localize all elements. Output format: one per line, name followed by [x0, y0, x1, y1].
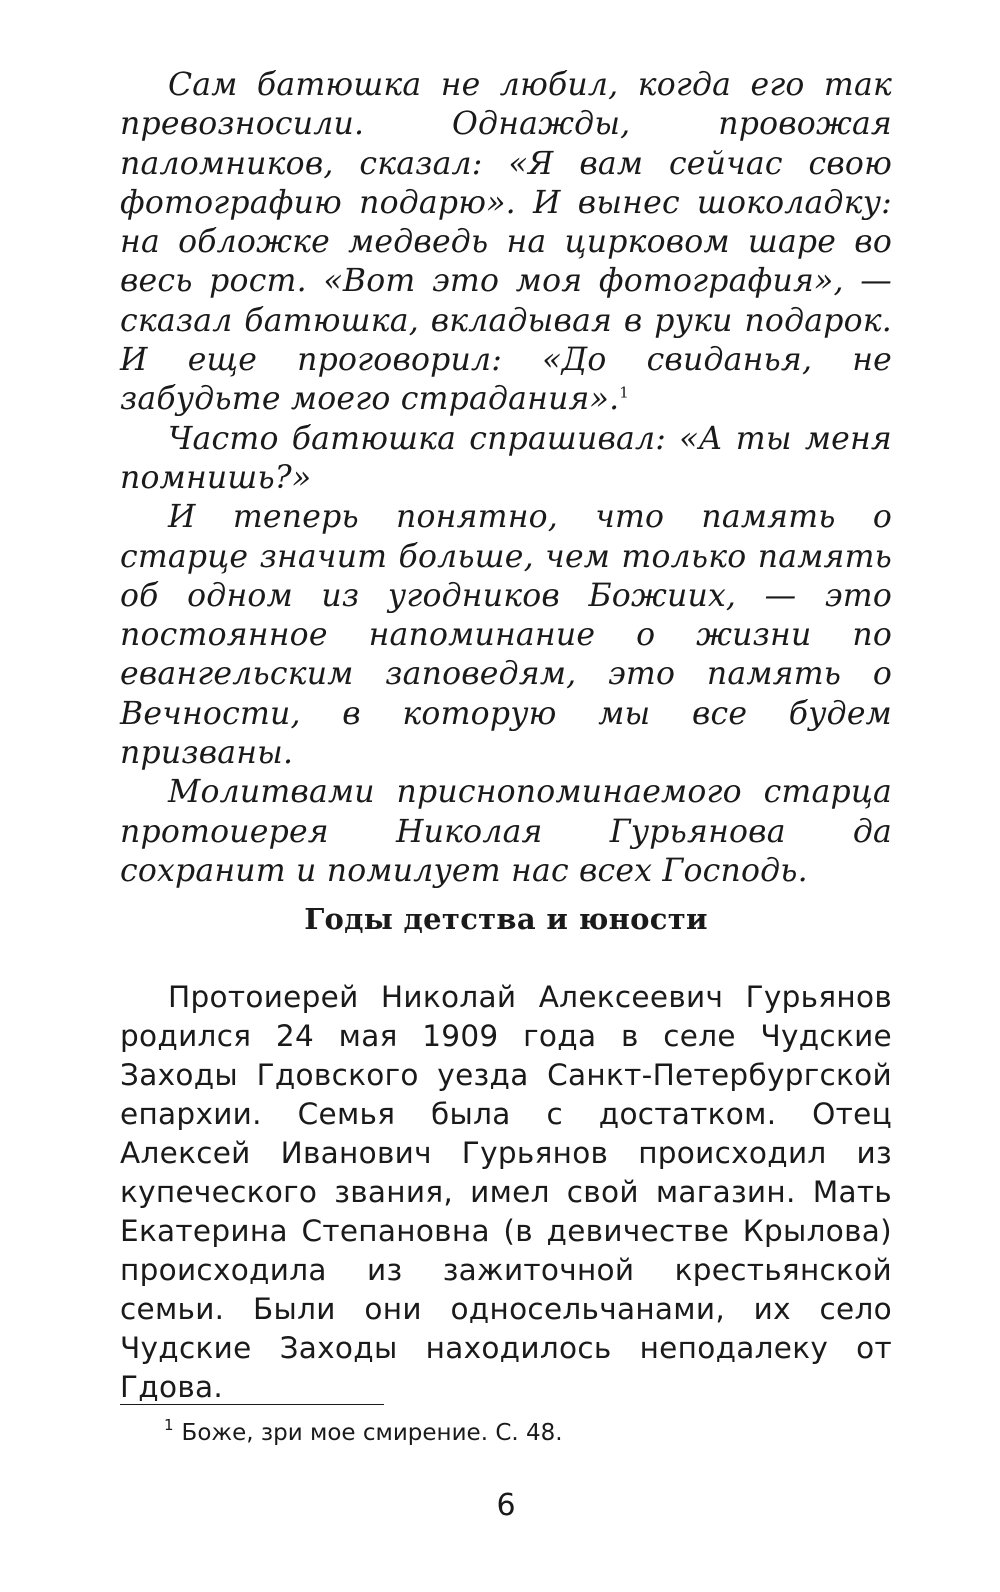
- italic-paragraph-text: Сам батюшка не любил, когда его так превозносили. Однажды, провожая паломников, сказал: «Я вам сейчас свою фотографию подарю». И вынес шоколадку: на обложке медведь на цирковом шаре во весь рост. «Вот это моя фотография», — сказал батюшка, вкладывая в руки подарок. И еще проговорил: «До свиданья, не забудьте моего страдания».: [120, 67, 892, 418]
- footnote-divider: [120, 1404, 384, 1405]
- italic-text-block: [120, 66, 892, 891]
- section-paragraph: Протоиерей Николай Алексеевич Гурьянов родился 24 мая 1909 года в селе Чудские Заходы Гдовского уезда Санкт-Петербургской епархии. Семья была с достатком. Отец Алексей Иванович Гурьянов происходил из купеческого звания, имел свой магазин. Мать Екатерина Степановна (в девичестве Крылова) происходила из зажиточной крестьянской семьи. Были они односельчанами, их село Чудские Заходы находилось неподалеку от Гдова.: [120, 980, 892, 1404]
- italic-paragraph: Часто батюшка спрашивал: «А ты меня помнишь?»: [120, 420, 892, 496]
- italic-paragraph: Молитвами приснопоминаемого старца протоиерея Николая Гурьянова да сохранит и помилует нас всех Господь.: [120, 774, 892, 889]
- section-heading: Годы детства и юности: [304, 902, 708, 936]
- footnote: [164, 1418, 563, 1450]
- italic-paragraph: И теперь понятно, что память о старце значит больше, чем только память об одном из угодников Божиих, — это постоянное напоминание о жизни по евангельским заповедям, это память о Вечности, в которую мы все будем призваны.: [120, 499, 892, 772]
- italic-paragraph: [120, 66, 892, 420]
- page-number: 6: [496, 1488, 516, 1523]
- footnote-mark: 1: [164, 1416, 174, 1434]
- footnote-text: Боже, зри мое смирение. С. 48.: [181, 1420, 563, 1446]
- book-page: [120, 66, 892, 1523]
- footnote-reference: 1: [619, 383, 630, 402]
